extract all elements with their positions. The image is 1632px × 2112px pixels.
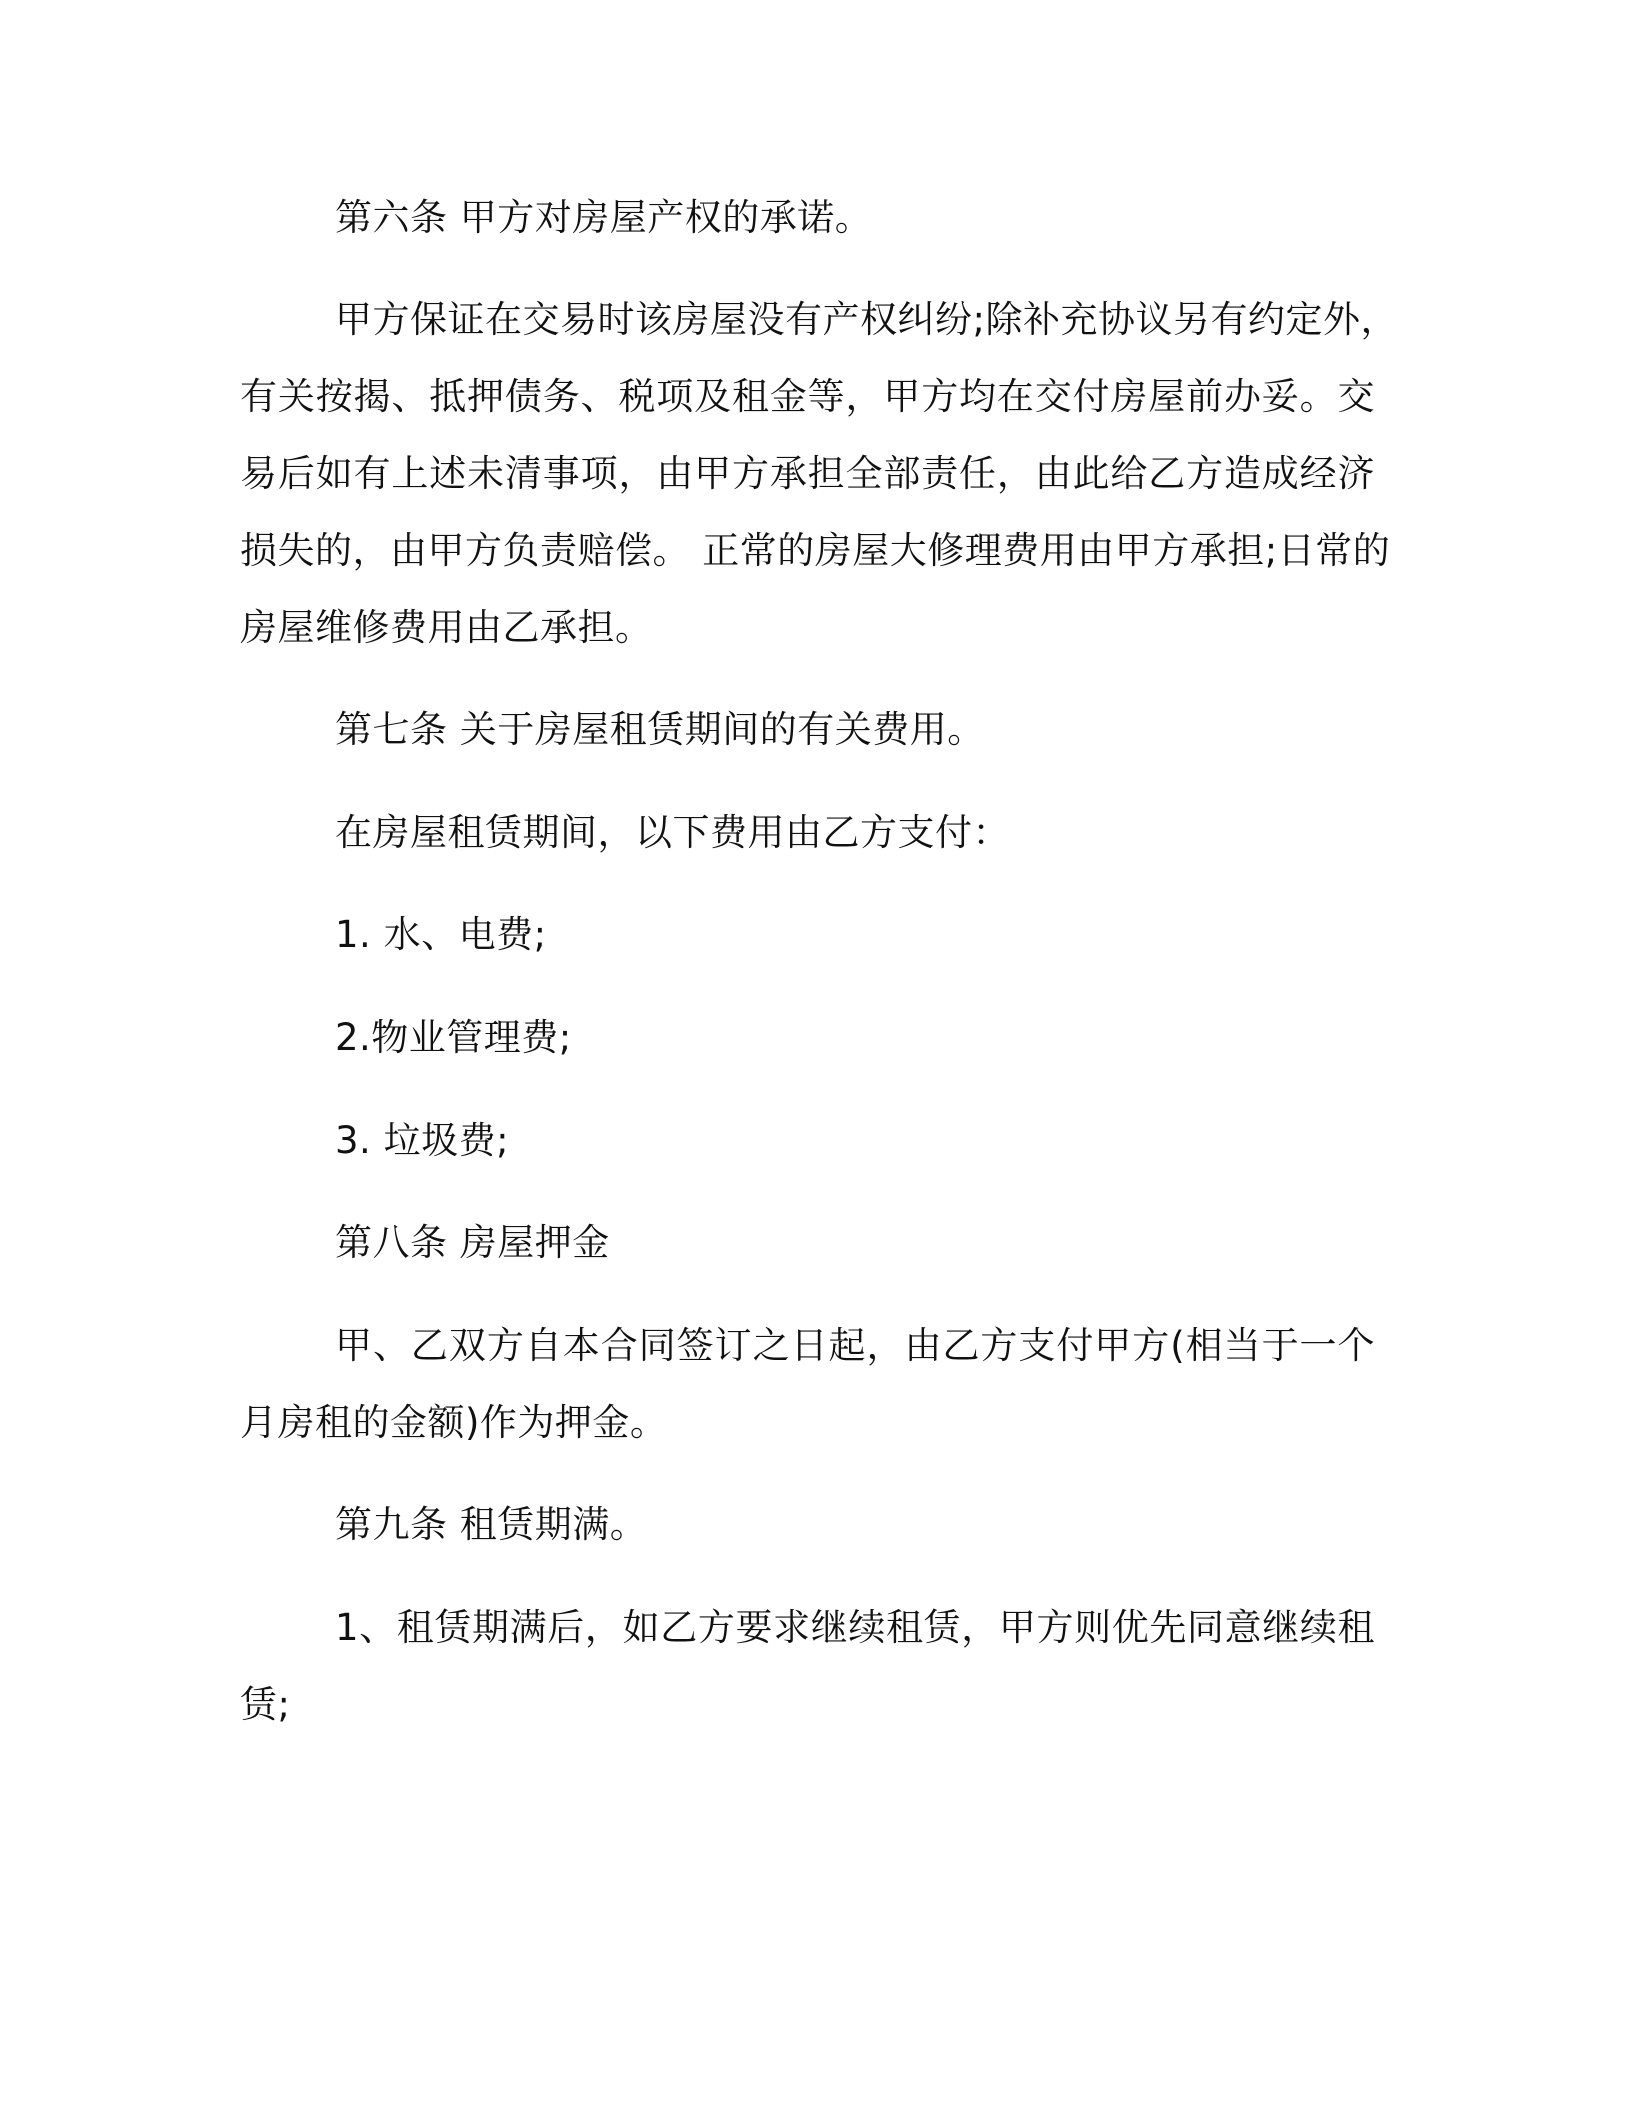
article-9-heading: 第九条 租赁期满。 (335, 1503, 648, 1546)
article-7-item-1: 1. 水、电费; (335, 913, 547, 956)
article-6-line-5: 房屋维修费用由乙承担。 (240, 606, 653, 649)
article-8-line-1: 甲、乙双方自本合同签订之日起，由乙方支付甲方(相当于一个 (335, 1324, 1375, 1367)
article-9-line-2: 赁; (240, 1683, 291, 1726)
article-8-heading: 第八条 房屋押金 (335, 1221, 610, 1264)
article-6-line-3: 易后如有上述未清事项，由甲方承担全部责任，由此给乙方造成经济 (240, 452, 1375, 495)
article-8-line-2: 月房租的金额)作为押金。 (240, 1401, 668, 1444)
article-6-line-1: 甲方保证在交易时该房屋没有产权纠纷;除补充协议另有约定外， (335, 298, 1398, 341)
article-7-item-2: 2.物业管理费; (335, 1016, 572, 1059)
article-7-item-3: 3. 垃圾费; (335, 1119, 510, 1162)
article-7-intro: 在房屋租赁期间，以下费用由乙方支付： (335, 811, 1010, 854)
article-9-line-1: 1、租赁期满后，如乙方要求继续租赁，甲方则优先同意继续租 (335, 1606, 1375, 1649)
article-6-line-4: 损失的，由甲方负责赔偿。 正常的房屋大修理费用由甲方承担;日常的 (240, 529, 1391, 572)
article-7-heading: 第七条 关于房屋租赁期间的有关费用。 (335, 708, 985, 751)
article-6-heading: 第六条 甲方对房屋产权的承诺。 (335, 196, 873, 239)
article-6-line-2: 有关按揭、抵押债务、税项及租金等，甲方均在交付房屋前办妥。交 (240, 375, 1375, 418)
